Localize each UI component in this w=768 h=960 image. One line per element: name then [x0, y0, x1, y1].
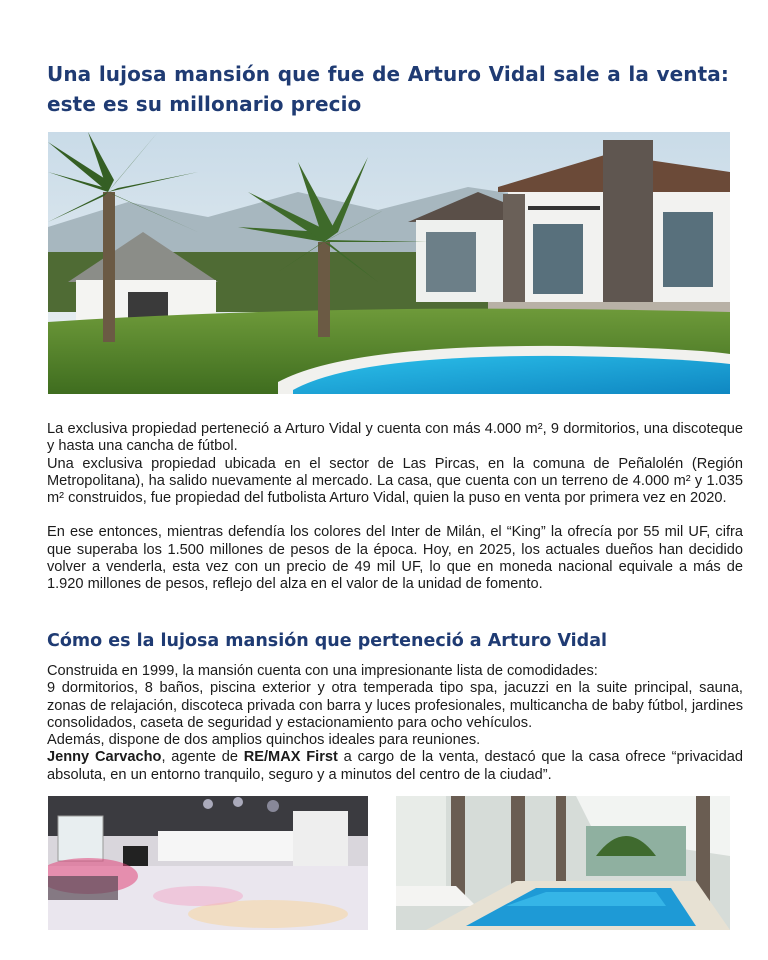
- indoor-heated-pool-photo: [396, 796, 730, 930]
- quote-connector: , agente de: [161, 749, 244, 766]
- hero-photo: [48, 132, 730, 394]
- disco-room-photo: [48, 796, 368, 930]
- quote-text: a cargo de la venta, destacó que la casa ofrece “privacidad absoluta, en un entorno tranquilo, seguro y a minutos del centro de la ciudad”.: [47, 749, 744, 783]
- article-body: [47, 421, 743, 594]
- mansion-exterior-pool-photo: [48, 132, 730, 394]
- body-paragraph-2: En ese entonces, mientras defendía los colores del Inter de Milán, el “King” la ofrecía por 55 mil UF, cifra que superaba los 1.500 millones de pesos de la época. Hoy, en 2025, los actuales dueños han decidido volver a venderla, esta vez con un precio de 49 mil UF, lo que en moneda nacional equivale a más de 1.920 millones de pesos, reflejo del alza en el valor de la unidad de fomento.: [47, 524, 743, 593]
- body-paragraph-1: Una exclusiva propiedad ubicada en el sector de Las Pircas, en la comuna de Peñalolén (Región Metropolitana), ha salido nuevamente al mercado. La casa, que cuenta con un terreno de 4.000 m² y 1.035 m² construidos, fue propiedad del futbolista Arturo Vidal, quien la puso en venta por primera vez en 2020.: [47, 455, 743, 507]
- indoor-pool-photo: [396, 796, 730, 930]
- body-paragraph-5: Además, dispone de dos amplios quinchos ideales para reuniones.: [47, 732, 481, 749]
- agent-name: Jenny Carvacho: [47, 749, 162, 766]
- section-subheading: Cómo es la lujosa mansión que perteneció a Arturo Vidal: [47, 631, 608, 651]
- features-section: [47, 663, 743, 784]
- quote-paragraph: [47, 749, 743, 784]
- lead-paragraph: La exclusiva propiedad perteneció a Arturo Vidal y cuenta con más 4.000 m², 9 dormitorios, una discoteque y hasta una cancha de fútbol.: [47, 421, 743, 455]
- agency-name: RE/MAX First: [243, 749, 338, 766]
- features-paragraph: 9 dormitorios, 8 baños, piscina exterior y otra temperada tipo spa, jacuzzi en la suite principal, sauna, zonas de relajación, discoteca privada con barra y luces profesionales, multicancha de baby fútbol, jardines consolidados, caseta de seguridad y estacionamiento para ocho vehículos.: [47, 680, 743, 731]
- private-disco-room-photo: [48, 796, 368, 930]
- body-paragraph-3: Construida en 1999, la mansión cuenta con una impresionante lista de comodidades:: [47, 663, 598, 679]
- article-title: Una lujosa mansión que fue de Arturo Vidal sale a la venta: este es su millonario precio: [47, 62, 729, 116]
